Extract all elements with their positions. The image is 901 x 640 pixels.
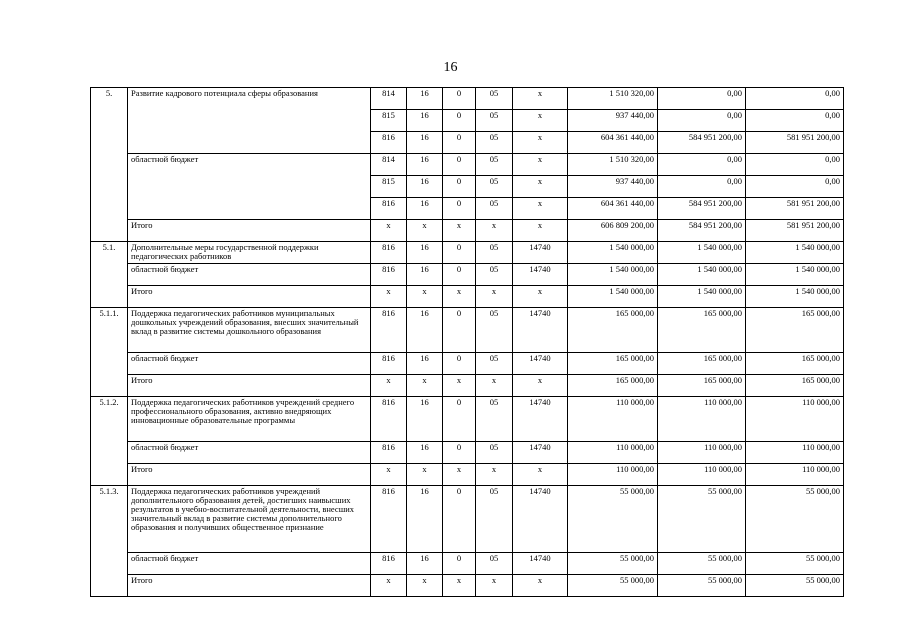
amount-year2: 110 000,00 (658, 442, 746, 464)
amount-year2: 0,00 (658, 176, 746, 198)
kbk-section: x (407, 375, 443, 397)
amount-year3: 165 000,00 (746, 375, 844, 397)
table-row (91, 308, 844, 353)
kbk-sub: 0 (443, 264, 476, 286)
kbk-program: 05 (476, 242, 513, 264)
table-row (91, 375, 844, 397)
kbk-article: x (513, 464, 568, 486)
kbk-program: x (476, 375, 513, 397)
kbk-section: 16 (407, 176, 443, 198)
kbk-section: x (407, 286, 443, 308)
kbk-section: 16 (407, 442, 443, 464)
kbk-admin: x (371, 464, 407, 486)
kbk-admin: 815 (371, 110, 407, 132)
kbk-program: x (476, 220, 513, 242)
amount-year2: 584 951 200,00 (658, 198, 746, 220)
amount-year3: 0,00 (746, 88, 844, 110)
budget-table (90, 87, 844, 597)
amount-year1: 604 361 440,00 (568, 198, 658, 220)
kbk-section: 16 (407, 397, 443, 442)
kbk-admin: 815 (371, 176, 407, 198)
table-row (91, 397, 844, 442)
table-row (91, 553, 844, 575)
kbk-admin: x (371, 575, 407, 597)
kbk-admin: 814 (371, 88, 407, 110)
kbk-article: x (513, 286, 568, 308)
kbk-program: x (476, 464, 513, 486)
row-label: Итого (128, 375, 371, 397)
kbk-admin: 816 (371, 264, 407, 286)
kbk-admin: 814 (371, 154, 407, 176)
amount-year3: 1 540 000,00 (746, 242, 844, 264)
amount-year1: 1 510 320,00 (568, 154, 658, 176)
row-label: Итого (128, 464, 371, 486)
amount-year3: 110 000,00 (746, 442, 844, 464)
amount-year1: 937 440,00 (568, 110, 658, 132)
kbk-article: x (513, 198, 568, 220)
amount-year1: 55 000,00 (568, 553, 658, 575)
amount-year3: 1 540 000,00 (746, 286, 844, 308)
kbk-admin: 816 (371, 353, 407, 375)
kbk-section: 16 (407, 242, 443, 264)
kbk-article: 14740 (513, 553, 568, 575)
kbk-program: 05 (476, 154, 513, 176)
row-label: Итого (128, 220, 371, 242)
kbk-program: 05 (476, 88, 513, 110)
amount-year2: 584 951 200,00 (658, 132, 746, 154)
amount-year2: 110 000,00 (658, 464, 746, 486)
kbk-admin: 816 (371, 442, 407, 464)
amount-year2: 0,00 (658, 88, 746, 110)
row-label: Итого (128, 286, 371, 308)
row-number: 5.1.1. (91, 308, 128, 397)
kbk-sub: 0 (443, 397, 476, 442)
kbk-program: 05 (476, 397, 513, 442)
kbk-sub: 0 (443, 110, 476, 132)
amount-year1: 1 510 320,00 (568, 88, 658, 110)
page-number: 16 (443, 60, 458, 75)
table-row (91, 442, 844, 464)
kbk-sub: x (443, 220, 476, 242)
amount-year1: 110 000,00 (568, 397, 658, 442)
kbk-section: x (407, 220, 443, 242)
kbk-section: x (407, 575, 443, 597)
table-row (91, 464, 844, 486)
amount-year1: 604 361 440,00 (568, 132, 658, 154)
kbk-program: 05 (476, 198, 513, 220)
amount-year1: 55 000,00 (568, 575, 658, 597)
kbk-section: 16 (407, 308, 443, 353)
kbk-sub: 0 (443, 442, 476, 464)
amount-year3: 110 000,00 (746, 464, 844, 486)
amount-year2: 55 000,00 (658, 553, 746, 575)
amount-year1: 1 540 000,00 (568, 264, 658, 286)
kbk-article: 14740 (513, 264, 568, 286)
kbk-program: 05 (476, 353, 513, 375)
row-label: Поддержка педагогических работников учреждений среднего профессионального образования, активно внедряющих инновационные образовательные программы (128, 397, 371, 442)
table-row (91, 242, 844, 264)
kbk-admin: 816 (371, 242, 407, 264)
kbk-sub: x (443, 575, 476, 597)
amount-year2: 165 000,00 (658, 308, 746, 353)
amount-year1: 165 000,00 (568, 353, 658, 375)
kbk-article: x (513, 132, 568, 154)
amount-year3: 581 951 200,00 (746, 132, 844, 154)
kbk-article: 14740 (513, 442, 568, 464)
kbk-program: 05 (476, 110, 513, 132)
kbk-sub: x (443, 286, 476, 308)
kbk-sub: 0 (443, 88, 476, 110)
kbk-sub: 0 (443, 553, 476, 575)
row-number: 5. (91, 88, 128, 242)
kbk-admin: x (371, 375, 407, 397)
kbk-program: x (476, 286, 513, 308)
row-label: областной бюджет (128, 353, 371, 375)
row-label: областной бюджет (128, 264, 371, 286)
kbk-sub: 0 (443, 176, 476, 198)
kbk-sub: 0 (443, 486, 476, 553)
kbk-section: 16 (407, 154, 443, 176)
kbk-sub: 0 (443, 154, 476, 176)
row-number: 5.1.3. (91, 486, 128, 597)
kbk-sub: 0 (443, 353, 476, 375)
kbk-admin: x (371, 220, 407, 242)
row-label: Итого (128, 575, 371, 597)
amount-year3: 165 000,00 (746, 353, 844, 375)
amount-year3: 110 000,00 (746, 397, 844, 442)
kbk-program: 05 (476, 176, 513, 198)
kbk-article: x (513, 220, 568, 242)
row-label: Поддержка педагогических работников муниципальных дошкольных учреждений образования, внесших значительный вклад в развитие системы дошкольного образования (128, 308, 371, 353)
table-row (91, 220, 844, 242)
amount-year1: 1 540 000,00 (568, 286, 658, 308)
kbk-article: x (513, 375, 568, 397)
kbk-section: 16 (407, 553, 443, 575)
kbk-program: 05 (476, 264, 513, 286)
amount-year2: 1 540 000,00 (658, 242, 746, 264)
kbk-article: 14740 (513, 242, 568, 264)
kbk-admin: 816 (371, 132, 407, 154)
kbk-admin: 816 (371, 308, 407, 353)
row-label: Дополнительные меры государственной поддержки педагогических работников (128, 242, 371, 264)
row-label: областной бюджет (128, 442, 371, 464)
kbk-program: 05 (476, 308, 513, 353)
kbk-program: 05 (476, 486, 513, 553)
kbk-sub: 0 (443, 198, 476, 220)
amount-year3: 55 000,00 (746, 553, 844, 575)
kbk-admin: 816 (371, 198, 407, 220)
amount-year1: 165 000,00 (568, 375, 658, 397)
kbk-program: 05 (476, 442, 513, 464)
kbk-admin: 816 (371, 486, 407, 553)
kbk-admin: x (371, 286, 407, 308)
kbk-article: x (513, 176, 568, 198)
kbk-article: 14740 (513, 353, 568, 375)
kbk-section: 16 (407, 198, 443, 220)
amount-year1: 165 000,00 (568, 308, 658, 353)
kbk-article: x (513, 575, 568, 597)
amount-year2: 55 000,00 (658, 575, 746, 597)
amount-year3: 0,00 (746, 176, 844, 198)
kbk-sub: 0 (443, 308, 476, 353)
kbk-sub: 0 (443, 242, 476, 264)
table-row (91, 286, 844, 308)
kbk-section: 16 (407, 486, 443, 553)
amount-year1: 110 000,00 (568, 442, 658, 464)
amount-year3: 581 951 200,00 (746, 198, 844, 220)
amount-year3: 0,00 (746, 110, 844, 132)
table-row (91, 575, 844, 597)
kbk-section: 16 (407, 132, 443, 154)
kbk-program: x (476, 575, 513, 597)
amount-year1: 110 000,00 (568, 464, 658, 486)
row-number: 5.1.2. (91, 397, 128, 486)
kbk-article: 14740 (513, 486, 568, 553)
row-label: областной бюджет (128, 553, 371, 575)
amount-year1: 55 000,00 (568, 486, 658, 553)
kbk-article: 14740 (513, 397, 568, 442)
amount-year3: 55 000,00 (746, 575, 844, 597)
amount-year2: 584 951 200,00 (658, 220, 746, 242)
row-number: 5.1. (91, 242, 128, 308)
amount-year2: 55 000,00 (658, 486, 746, 553)
amount-year3: 0,00 (746, 154, 844, 176)
table-row (91, 88, 844, 110)
row-label: Поддержка педагогических работников учреждений дополнительного образования детей, достигших наивысших результатов в учебно-воспитательной деятельности, внесших значительный вклад в развитие системы дополнительного образования и получивших общественное признание (128, 486, 371, 553)
kbk-section: 16 (407, 88, 443, 110)
table-row (91, 486, 844, 553)
amount-year1: 937 440,00 (568, 176, 658, 198)
table-row (91, 154, 844, 176)
amount-year3: 55 000,00 (746, 486, 844, 553)
amount-year2: 0,00 (658, 154, 746, 176)
kbk-sub: 0 (443, 132, 476, 154)
kbk-admin: 816 (371, 397, 407, 442)
amount-year2: 165 000,00 (658, 375, 746, 397)
kbk-article: x (513, 110, 568, 132)
row-label: Развитие кадрового потенциала сферы образования (128, 88, 371, 154)
kbk-sub: x (443, 375, 476, 397)
kbk-program: 05 (476, 132, 513, 154)
kbk-section: 16 (407, 353, 443, 375)
kbk-article: x (513, 154, 568, 176)
amount-year3: 1 540 000,00 (746, 264, 844, 286)
amount-year2: 0,00 (658, 110, 746, 132)
kbk-section: 16 (407, 264, 443, 286)
amount-year1: 1 540 000,00 (568, 242, 658, 264)
kbk-article: x (513, 88, 568, 110)
kbk-sub: x (443, 464, 476, 486)
amount-year3: 165 000,00 (746, 308, 844, 353)
kbk-program: 05 (476, 553, 513, 575)
amount-year2: 165 000,00 (658, 353, 746, 375)
amount-year2: 110 000,00 (658, 397, 746, 442)
kbk-admin: 816 (371, 553, 407, 575)
kbk-section: 16 (407, 110, 443, 132)
amount-year2: 1 540 000,00 (658, 264, 746, 286)
kbk-article: 14740 (513, 308, 568, 353)
row-label: областной бюджет (128, 154, 371, 220)
kbk-section: x (407, 464, 443, 486)
amount-year1: 606 809 200,00 (568, 220, 658, 242)
amount-year3: 581 951 200,00 (746, 220, 844, 242)
table-row (91, 353, 844, 375)
amount-year2: 1 540 000,00 (658, 286, 746, 308)
table-row (91, 264, 844, 286)
